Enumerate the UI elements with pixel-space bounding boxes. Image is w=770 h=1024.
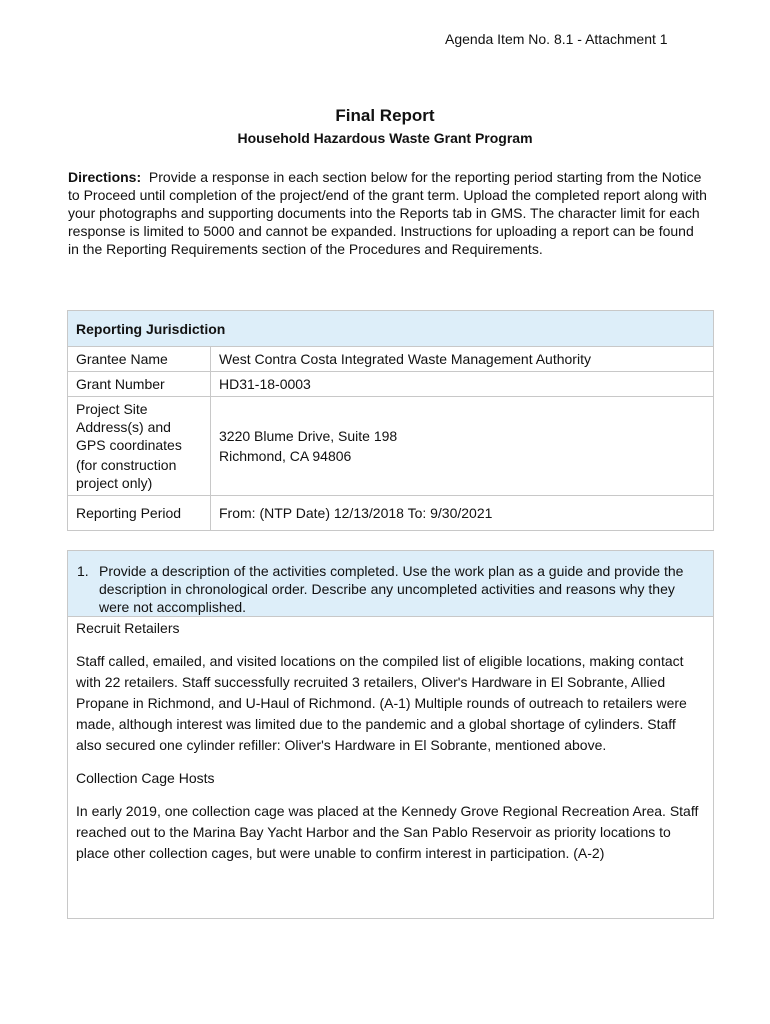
directions-label: Directions: (68, 169, 142, 185)
question-number: 1. (77, 563, 89, 579)
grantee-name-value: West Contra Costa Integrated Waste Management Authority (211, 347, 714, 372)
report-title: Final Report (335, 106, 435, 125)
reporting-jurisdiction-table (67, 310, 714, 531)
project-site-value (211, 397, 714, 496)
directions-paragraph (68, 168, 708, 258)
jurisdiction-heading: Reporting Jurisdiction (68, 311, 714, 347)
report-subtitle: Household Hazardous Waste Grant Program (237, 130, 533, 146)
question-1-box (67, 550, 714, 919)
section-title-collection-cage-hosts: Collection Cage Hosts (76, 770, 215, 786)
grant-number-value: HD31-18-0003 (211, 372, 714, 397)
section-text-recruit-retailers: Staff called, emailed, and visited locations on the compiled list of eligible locations, making contact with 22 retailers. Staff successfully recruited 3 retailers, Oliver's Hardware in El Sobrante, Allied Propane in Richmond, and U-Haul of Richmond. (A-1) Multiple rounds of outreach to retailers were made, although interest was limited due to the pandemic and a global shortage of cylinders. Staff also secured one cylinder refiller: Oliver's Hardware in El Sobrante, mentioned above. (76, 653, 687, 753)
directions-text: Provide a response in each section below for the reporting period starting from the Notice to Proceed until completion of the project/end of the grant term. Upload the completed report along with your photographs and supporting documents into the Reports tab in GMS. The character limit for each response is limited to 5000 and cannot be expanded. Instructions for uploading a report can be found in the Reporting Requirements section of the Procedures and Requirements. (68, 169, 707, 257)
question-1-response (68, 618, 713, 864)
table-row (68, 397, 714, 496)
table-row (68, 372, 714, 397)
site-address-line-1: 3220 Blume Drive, Suite 198 (219, 428, 398, 444)
section-text-collection-cage-hosts: In early 2019, one collection cage was placed at the Kennedy Grove Regional Recreation Area. Staff reached out to the Marina Bay Yacht Harbor and the San Pablo Reservoir as priority locations to place other collection cages, but were unable to confirm interest in participation. (A-2) (76, 803, 699, 861)
site-address-line-2: Richmond, CA 94806 (219, 448, 352, 464)
reporting-period-label: Reporting Period (68, 496, 211, 531)
table-row (68, 496, 714, 531)
section-title-recruit-retailers: Recruit Retailers (76, 620, 180, 636)
question-1-header (68, 551, 713, 617)
project-site-label-note: (for construction project only) (76, 457, 177, 491)
project-site-label-main: Project Site Address(s) and GPS coordinates (76, 401, 182, 453)
grantee-name-label: Grantee Name (68, 347, 211, 372)
table-row (68, 347, 714, 372)
project-site-label (68, 397, 211, 496)
grant-number-label: Grant Number (68, 372, 211, 397)
question-prompt: Provide a description of the activities completed. Use the work plan as a guide and provide the description in chronological order. Describe any uncompleted activities and reasons why they were not accomplished. (99, 563, 684, 615)
agenda-item-label: Agenda Item No. 8.1 - Attachment 1 (445, 31, 668, 47)
reporting-period-value: From: (NTP Date) 12/13/2018 To: 9/30/2021 (211, 496, 714, 531)
